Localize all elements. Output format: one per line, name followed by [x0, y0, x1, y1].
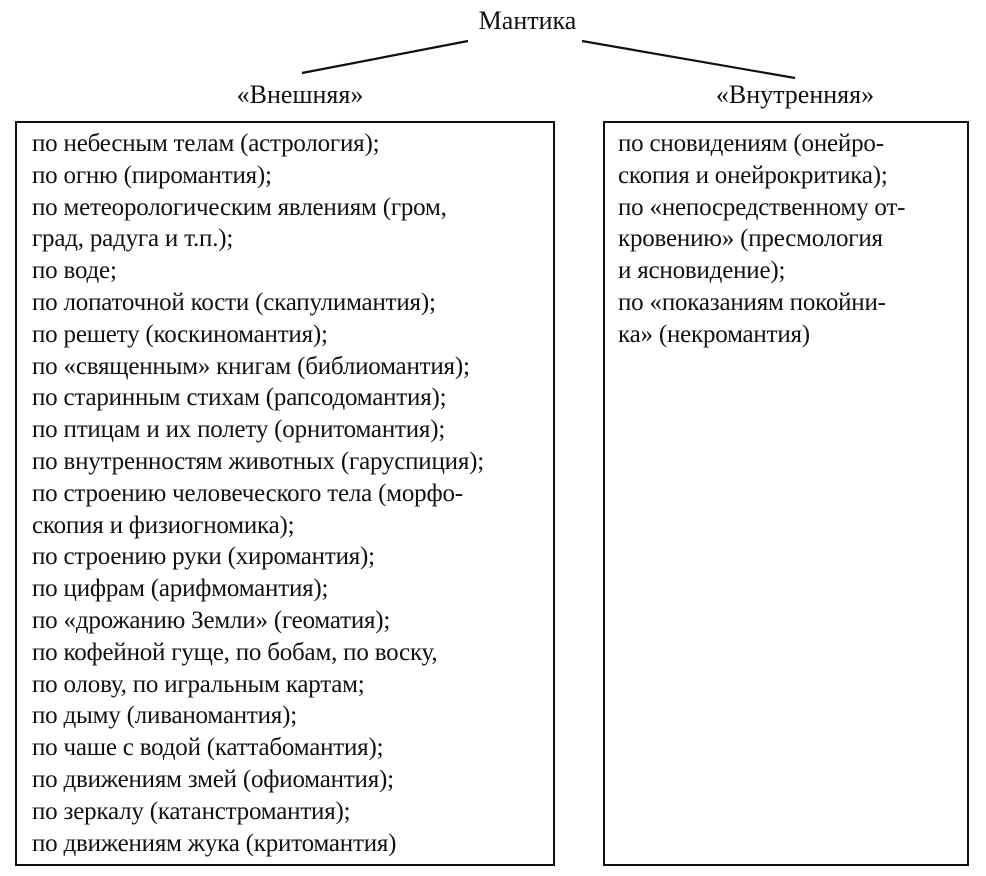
list-item: по чаше с водой (каттабомантия);	[32, 734, 384, 762]
internal-methods-list	[618, 128, 967, 351]
external-methods-list	[32, 128, 553, 859]
list-item: по воде;	[32, 257, 117, 285]
list-item: по строению человеческого тела (морфо-	[32, 479, 463, 507]
list-item: по внутренностям животных (гаруспиция);	[32, 447, 485, 475]
list-item: по сновидениям (онейро-	[618, 130, 884, 157]
list-item: по дыму (ливаномантия);	[32, 702, 297, 730]
internal-methods-box	[603, 121, 969, 866]
list-item: по зеркалу (катанстромантия);	[32, 797, 351, 825]
list-item: ка» (некромантия)	[618, 320, 810, 348]
list-item: по строению руки (хиромантия);	[32, 543, 375, 571]
list-item: по решету (коскиномантия);	[32, 320, 328, 348]
list-item: по старинным стихам (рапсодомантия);	[32, 384, 447, 412]
connector-line-external	[302, 41, 468, 73]
branch-title-internal: «Внутренняя»	[715, 80, 875, 109]
list-item: по движениям жука (критомантия)	[32, 829, 397, 857]
list-item: по «показаниям покойни-	[618, 288, 886, 316]
list-item: и ясновидение);	[618, 257, 786, 285]
connector-line-internal	[582, 41, 795, 78]
list-item: по цифрам (арифмомантия);	[32, 575, 329, 603]
list-item: по лопаточной кости (скапулимантия);	[32, 288, 436, 316]
list-item: скопия и онейрокритика);	[618, 161, 888, 189]
list-item: по метеорологическим явлениям (гром,	[32, 193, 447, 221]
list-item: по небесным телам (астрология);	[32, 130, 380, 157]
list-item: по олову, по игральным картам;	[32, 670, 365, 698]
list-item: по огню (пиромантия);	[32, 161, 272, 189]
root-node-title: Мантика	[478, 6, 577, 35]
list-item: град, радуга и т.п.);	[32, 225, 234, 253]
list-item: по кофейной гуще, по бобам, по воску,	[32, 638, 438, 666]
list-item: по движениям змей (офиомантия);	[32, 765, 394, 793]
external-methods-box	[15, 121, 555, 866]
list-item: по «священным» книгам (библиомантия);	[32, 352, 470, 380]
list-item: кровению» (пресмология	[618, 225, 883, 253]
list-item: по «дрожанию Земли» (геоматия);	[32, 606, 391, 634]
list-item: по птицам и их полету (орнитомантия);	[32, 416, 446, 444]
list-item: по «непосредственному от-	[618, 193, 906, 221]
list-item: скопия и физиогномика);	[32, 511, 295, 539]
branch-title-external: «Внешняя»	[236, 80, 364, 109]
